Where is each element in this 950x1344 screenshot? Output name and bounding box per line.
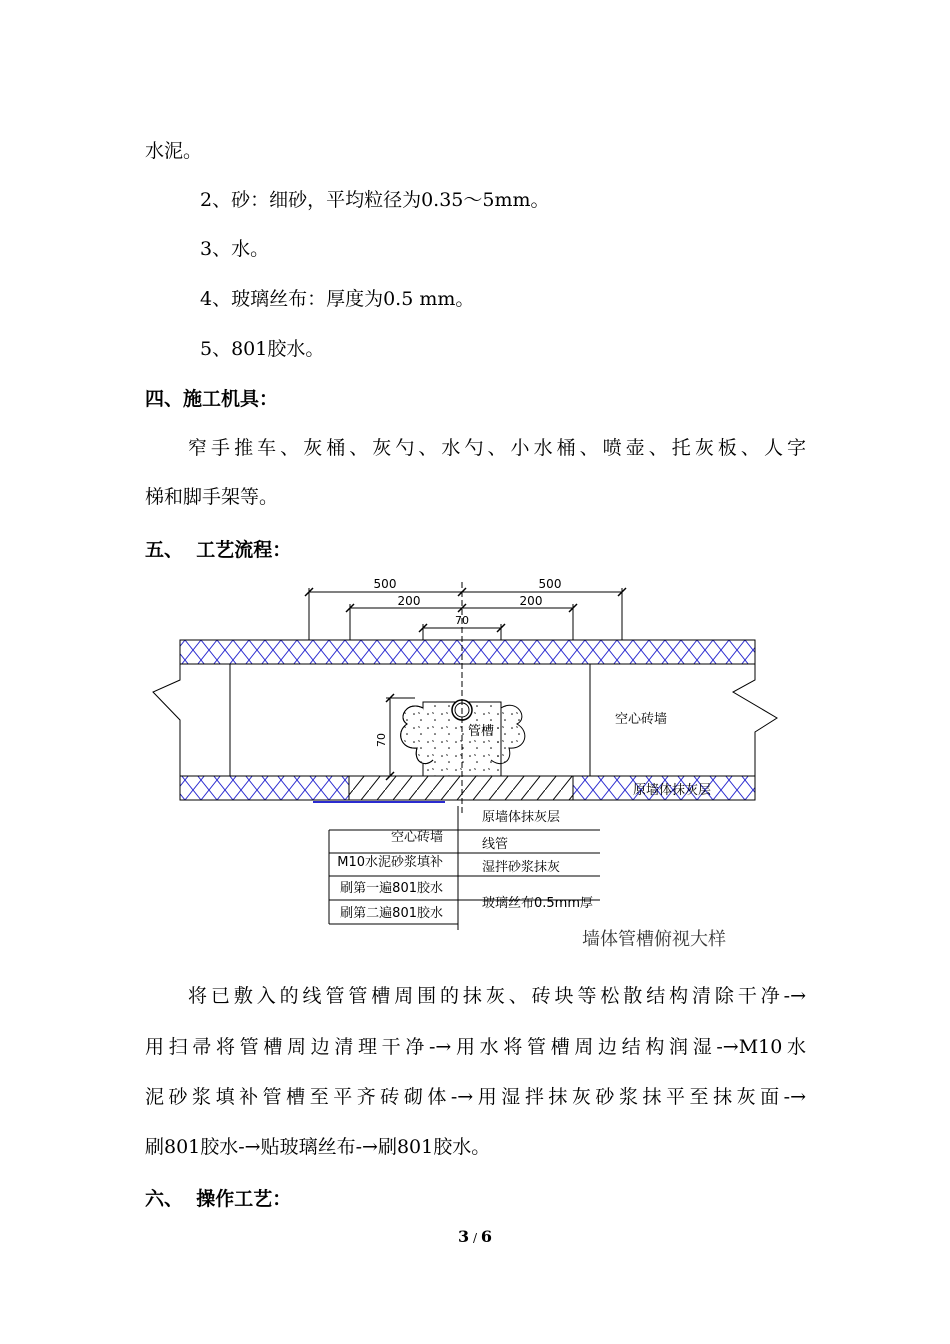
legend-left-2: M10水泥砂浆填补 bbox=[337, 855, 443, 870]
wall-groove-plan-diagram bbox=[145, 570, 785, 955]
legend-right-1: 原墙体抹灰层 bbox=[482, 810, 561, 825]
text-line-cement: 水泥。 bbox=[145, 140, 203, 162]
break-line-left bbox=[153, 664, 180, 776]
text-line-fiberglass: 4、玻璃丝布：厚度为0.5 mm。 bbox=[200, 288, 475, 310]
legend-left-3: 刷第一遍801胶水 bbox=[340, 881, 443, 896]
tools-paragraph-line1: 窄手推车、灰桶、灰勺、水勺、小水桶、喷壶、托灰板、人字 bbox=[188, 437, 806, 459]
process-paragraph-line3: 泥砂浆填补管槽至平齐砖砌体-→用湿拌抹灰砂浆抹平至抹灰面-→ bbox=[145, 1086, 806, 1108]
legend-left-1: 空心砖墙 bbox=[390, 830, 443, 845]
legend-right-2: 线管 bbox=[482, 837, 509, 852]
section-heading-process: 五、 工艺流程： bbox=[145, 539, 292, 561]
text-line-glue: 5、801胶水。 bbox=[200, 338, 325, 360]
label-hollow-brick: 空心砖墙 bbox=[615, 712, 668, 727]
label-groove: 管槽 bbox=[468, 724, 495, 739]
page-total: 6 bbox=[480, 1227, 492, 1246]
dim-70-side: 70 bbox=[375, 733, 388, 747]
text-line-water: 3、水。 bbox=[200, 238, 270, 260]
dim-200-right: 200 bbox=[519, 594, 543, 608]
dim-500-left: 500 bbox=[373, 577, 397, 591]
tools-paragraph-line2: 梯和脚手架等。 bbox=[145, 486, 279, 508]
process-paragraph-line4: 刷801胶水-→贴玻璃丝布-→刷801胶水。 bbox=[145, 1136, 491, 1158]
dim-70-top: 70 bbox=[455, 614, 469, 627]
dim-200-left: 200 bbox=[397, 594, 421, 608]
page-number bbox=[0, 1227, 950, 1246]
legend-right-3: 湿拌砂浆抹灰 bbox=[482, 860, 561, 875]
label-plaster-layer: 原墙体抹灰层 bbox=[633, 783, 712, 798]
dim-500-right: 500 bbox=[538, 577, 562, 591]
page-current: 3 bbox=[458, 1227, 470, 1246]
section-heading-tools: 四、施工机具： bbox=[145, 388, 279, 410]
text-line-sand: 2、砂：细砂，平均粒径为0.35～5mm。 bbox=[200, 189, 550, 211]
section-heading-operation: 六、 操作工艺： bbox=[145, 1188, 292, 1210]
page-sep: / bbox=[469, 1231, 481, 1245]
diagram-caption: 墙体管槽俯视大样 bbox=[582, 929, 726, 950]
process-paragraph-line2: 用扫帚将管槽周边清理干净-→用水将管槽周边结构润湿-→M10水 bbox=[145, 1036, 806, 1058]
top-plaster-layer bbox=[180, 640, 755, 664]
legend-right-4: 玻璃丝布0.5mm厚 bbox=[482, 896, 594, 911]
process-paragraph-line1: 将已敷入的线管管槽周围的抹灰、砖块等松散结构清除干净-→ bbox=[188, 985, 806, 1007]
legend-left-4: 刷第二遍801胶水 bbox=[340, 906, 443, 921]
break-line-right bbox=[733, 664, 777, 776]
